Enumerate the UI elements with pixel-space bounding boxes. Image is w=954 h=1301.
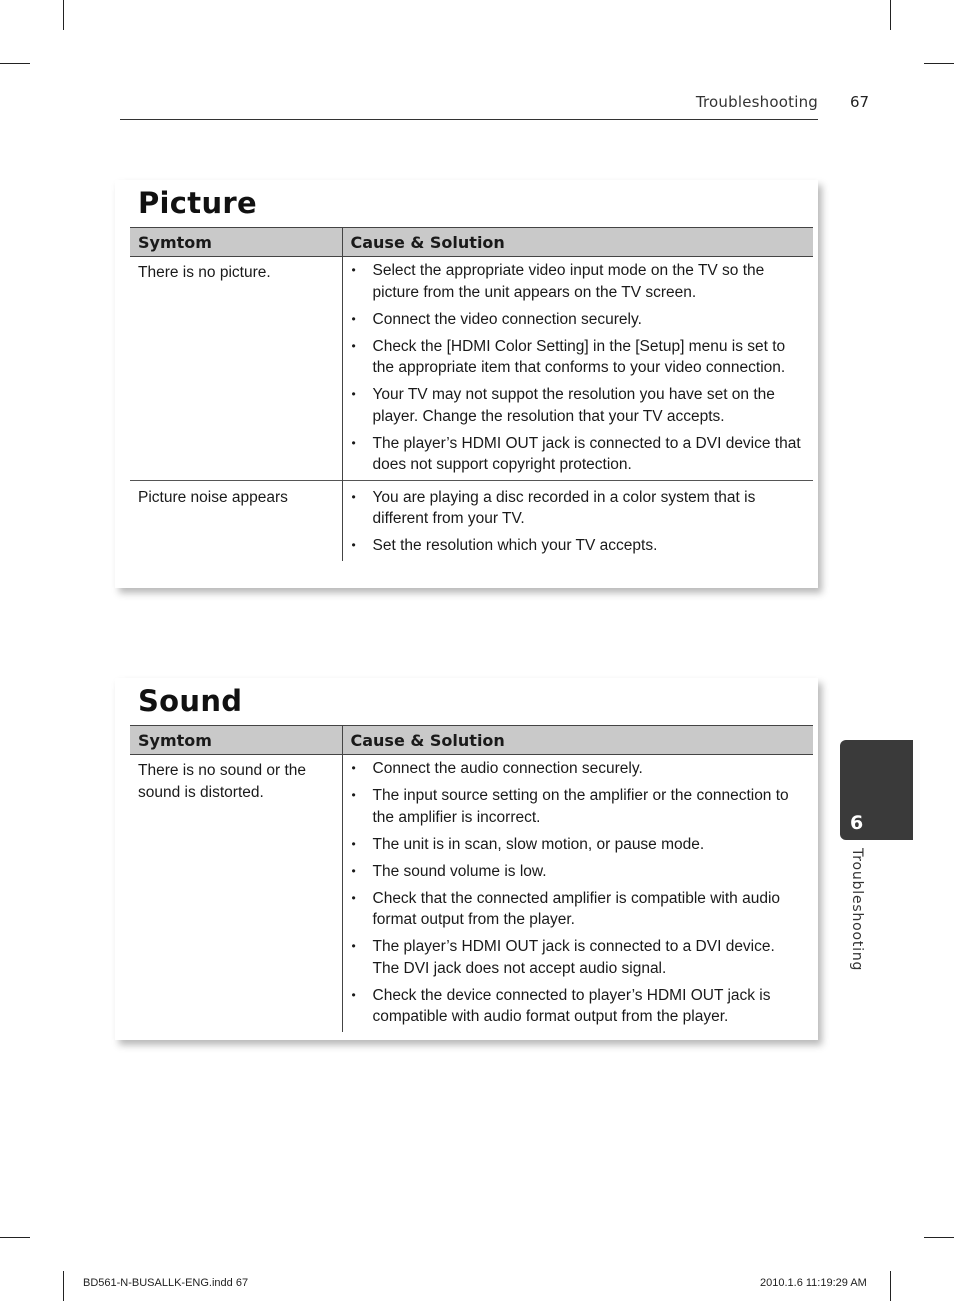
crop-mark <box>63 1271 64 1301</box>
picture-section <box>115 180 818 588</box>
table-header-row <box>130 726 813 755</box>
running-header <box>120 93 818 120</box>
sound-table <box>130 725 813 1032</box>
symptom-cell: Picture noise appears <box>130 480 342 561</box>
col-symptom-header: Symtom <box>130 228 342 257</box>
table-row <box>130 480 813 561</box>
list-item: • You are playing a disc recorded in a color system that is different from your TV. <box>351 487 806 530</box>
list-item: • Connect the video connection securely. <box>351 309 806 331</box>
list-item: • The unit is in scan, slow motion, or pause mode. <box>351 834 806 856</box>
footer-filename: BD561-N-BUSALLK-ENG.indd 67 <box>83 1277 249 1289</box>
crop-mark <box>890 1271 891 1301</box>
list-item: • Check the device connected to player’s HDMI OUT jack is compatible with audio format output from the player. <box>351 985 806 1028</box>
col-symptom-header: Symtom <box>130 726 342 755</box>
chapter-number: 6 <box>850 812 864 834</box>
chapter-label: Troubleshooting <box>849 848 865 972</box>
picture-table <box>130 227 813 561</box>
list-item: • Connect the audio connection securely. <box>351 758 806 780</box>
table-row <box>130 257 813 481</box>
cause-cell <box>342 257 813 481</box>
col-cause-header: Cause & Solution <box>342 726 813 755</box>
list-item: • Set the resolution which your TV accepts. <box>351 535 806 557</box>
table-header-row <box>130 228 813 257</box>
sound-section <box>115 678 818 1040</box>
cause-cell <box>342 480 813 561</box>
picture-title: Picture <box>138 186 257 220</box>
col-cause-header: Cause & Solution <box>342 228 813 257</box>
cause-cell <box>342 755 813 1032</box>
list-item: • The sound volume is low. <box>351 861 806 883</box>
crop-mark <box>890 0 891 30</box>
symptom-cell: There is no picture. <box>138 264 271 281</box>
crop-mark <box>924 1237 954 1238</box>
crop-mark <box>0 1237 30 1238</box>
header-section-title: Troubleshooting <box>695 93 818 111</box>
list-item: • Select the appropriate video input mode on the TV so the picture from the unit appears on the TV screen. <box>351 260 806 303</box>
footer-timestamp: 2010.1.6 11:19:29 AM <box>760 1277 867 1289</box>
list-item: • The input source setting on the amplifier or the connection to the amplifier is incorrect. <box>351 785 806 828</box>
crop-mark <box>0 63 30 64</box>
list-item: • The player’s HDMI OUT jack is connected to a DVI device. The DVI jack does not accept audio signal. <box>351 936 806 979</box>
crop-mark <box>924 63 954 64</box>
crop-mark <box>63 0 64 30</box>
page-number: 67 <box>850 93 870 111</box>
list-item: • The player’s HDMI OUT jack is connected to a DVI device that does not support copyright protection. <box>351 433 806 476</box>
list-item: • Your TV may not suppot the resolution you have set on the player. Change the resolution that your TV accepts. <box>351 384 806 427</box>
symptom-cell: There is no sound or the sound is distorted. <box>138 762 307 801</box>
list-item: • Check that the connected amplifier is compatible with audio format output from the player. <box>351 888 806 931</box>
list-item: • Check the [HDMI Color Setting] in the [Setup] menu is set to the appropriate item that conforms to your video connection. <box>351 336 806 379</box>
sound-title: Sound <box>138 684 243 718</box>
table-row <box>130 755 813 1032</box>
